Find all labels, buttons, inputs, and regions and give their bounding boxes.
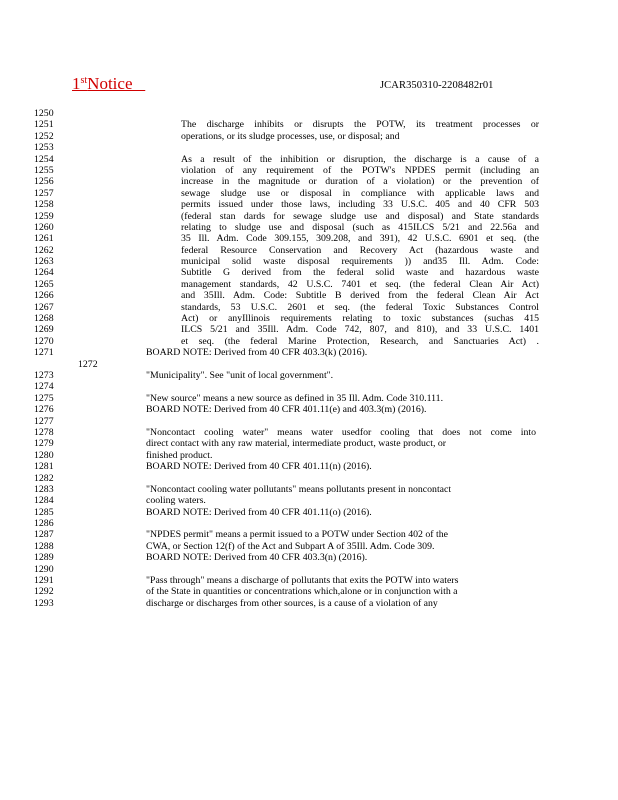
document-line [0,313,618,324]
line-number: 1261 [34,233,54,245]
document-line [0,370,618,381]
document-line [0,279,618,290]
line-number: 1293 [34,597,54,609]
document-line [0,336,618,347]
line-text: municipal solid waste disposal requirements )) and35 Ill. Adm. Code: [181,256,539,268]
line-text: CWA, or Section 12(f) of the Act and Subpart A of 35Ill. Adm. Code 309. [146,540,435,552]
document-line [0,347,618,358]
line-number: 1265 [34,278,54,290]
line-number: 1256 [34,176,54,188]
document-line [0,142,618,153]
line-text: permits issued under those laws, including 33 U.S.C. 405 and 40 CFR 503 [181,199,539,211]
document-line [0,302,618,313]
line-number: 1289 [34,552,54,564]
line-number: 1250 [34,108,54,119]
line-number: 1267 [34,301,54,313]
line-text: sewage sludge use or disposal in compliance with applicable laws and [181,187,539,199]
line-number: 1257 [34,187,54,199]
document-line [0,404,618,415]
line-number: 1275 [34,392,54,404]
line-number: 1291 [34,575,54,587]
document-line [0,176,618,187]
line-text: BOARD NOTE: Derived from 40 CFR 401.11(e) and 403.3(m) (2016). [146,404,427,416]
line-number: 1286 [34,518,54,530]
line-number: 1288 [34,540,54,552]
document-line [0,131,618,142]
line-text: cooling waters. [146,495,206,507]
line-text: direct contact with any raw material, intermediate product, waste product, or [146,438,447,450]
document-line [0,598,618,609]
document-line [0,541,618,552]
document-line [0,450,618,461]
line-number: 1270 [34,335,54,347]
line-number: 1292 [34,586,54,598]
document-line [0,359,618,370]
line-number: 1271 [34,347,54,359]
line-text: of the State in quantities or concentrations which,alone or in conjunction with a [146,586,458,598]
line-number: 1277 [34,415,54,427]
line-number: 1254 [34,153,54,165]
document-line [0,165,618,176]
line-text: BOARD NOTE: Derived from 40 CFR 403.3(n) (2016). [146,552,368,564]
document-line [0,473,618,484]
line-text: "Noncontact cooling water pollutants" means pollutants present in noncontact [146,483,452,495]
document-line [0,222,618,233]
document-line [0,199,618,210]
document-line [0,529,618,540]
document-line [0,518,618,529]
document-line [0,552,618,563]
line-text: discharge or discharges from other sources, is a cause of a violation of any [146,597,438,609]
line-number: 1282 [34,472,54,484]
line-number: 1290 [34,563,54,575]
document-line [0,461,618,472]
line-number: 1283 [34,483,54,495]
line-text: operations, or its sludge processes, use, or disposal; and [181,130,400,142]
line-text: "Municipality". See "unit of local government". [146,369,334,381]
line-number: 1263 [34,256,54,268]
document-line [0,507,618,518]
line-text: relating to sludge use and disposal (such as 415ILCS 5/21 and 22.56a and [181,221,539,233]
line-text: standards, 53 U.S.C. 2601 et seq. (the federal Toxic Substances Control [181,301,539,313]
line-text: finished product. [146,449,213,461]
notice-ordinal-suffix: st [80,75,88,86]
line-text: federal Resource Conservation and Recovery Act (hazardous waste and [181,244,539,256]
line-number: 1285 [34,506,54,518]
document-line [0,119,618,130]
line-number: 1272 [78,358,98,370]
line-text: ILCS 5/21 and 35Ill. Adm. Code 742, 807, and 810), and 33 U.S.C. 1401 [181,324,539,336]
document-line [0,154,618,165]
notice-label [72,74,145,94]
document-line [0,256,618,267]
line-text: and 35Ill. Adm. Code: Subtitle B derived from the federal Clean Air Act [181,290,539,302]
line-number: 1266 [34,290,54,302]
line-text: "NPDES permit" means a permit issued to a POTW under Section 402 of the [146,529,448,541]
line-number: 1279 [34,438,54,450]
line-number: 1284 [34,495,54,507]
line-number: 1255 [34,164,54,176]
line-number: 1264 [34,267,54,279]
document-body [0,108,618,609]
line-number: 1251 [34,119,54,131]
document-line [0,267,618,278]
line-number: 1273 [34,369,54,381]
document-line [0,233,618,244]
line-text: management standards, 42 U.S.C. 7401 et seq. (the federal Clean Air Act) [181,278,539,290]
line-number: 1268 [34,313,54,325]
line-number: 1252 [34,130,54,142]
line-number: 1287 [34,529,54,541]
document-line [0,564,618,575]
notice-word: Notice [87,74,146,93]
document-line [0,245,618,256]
line-text: Subtitle G derived from the federal solid waste and hazardous waste [181,267,539,279]
document-line [0,495,618,506]
document-line [0,381,618,392]
line-number: 1278 [34,426,54,438]
line-text: 35 Ill. Adm. Code 309.155, 309.208, and 391), 42 U.S.C. 6901 et seq. (the [181,233,539,245]
line-text: BOARD NOTE: Derived from 40 CFR 401.11(n) (2016). [146,461,372,473]
line-text: increase in the magnitude or duration of a violation) or the prevention of [181,176,539,188]
line-number: 1269 [34,324,54,336]
line-number: 1258 [34,199,54,211]
line-text: "Pass through" means a discharge of pollutants that exits the POTW into waters [146,575,459,587]
line-number: 1280 [34,449,54,461]
line-text: "New source" means a new source as defined in 35 Ill. Adm. Code 310.111. [146,392,444,404]
line-number: 1274 [34,381,54,393]
line-text: The discharge inhibits or disrupts the POTW, its treatment processes or [181,119,539,131]
line-number: 1260 [34,221,54,233]
line-text: (federal stan dards for sewage sludge use and disposal) and State standards [181,210,539,222]
document-line [0,211,618,222]
document-line [0,484,618,495]
document-id: JCAR350310-2208482r01 [380,80,494,91]
document-line [0,393,618,404]
line-number: 1276 [34,404,54,416]
document-line [0,290,618,301]
document-line [0,188,618,199]
line-number: 1281 [34,461,54,473]
line-text: BOARD NOTE: Derived from 40 CFR 403.3(k) (2016). [146,347,368,359]
document-line [0,416,618,427]
line-number: 1253 [34,142,54,154]
line-text: BOARD NOTE: Derived from 40 CFR 401.11(o) (2016). [146,506,372,518]
line-number: 1259 [34,210,54,222]
line-text: As a result of the inhibition or disruption, the discharge is a cause of a [181,153,539,165]
line-text: et seq. (the federal Marine Protection, Research, and Sanctuaries Act) . [181,335,539,347]
document-line [0,438,618,449]
line-text: "Noncontact cooling water" means water usedfor cooling that does not come into [146,426,536,438]
document-line [0,586,618,597]
document-line [0,108,618,119]
document-line [0,427,618,438]
document-line [0,575,618,586]
notice-number: 1 [72,74,81,93]
line-text: violation of any requirement of the POTW's NPDES permit (including an [181,164,539,176]
line-number: 1262 [34,244,54,256]
line-text: Act) or anyIllinois requirements relating to toxic substances (suchas 415 [181,313,539,325]
document-line [0,324,618,335]
